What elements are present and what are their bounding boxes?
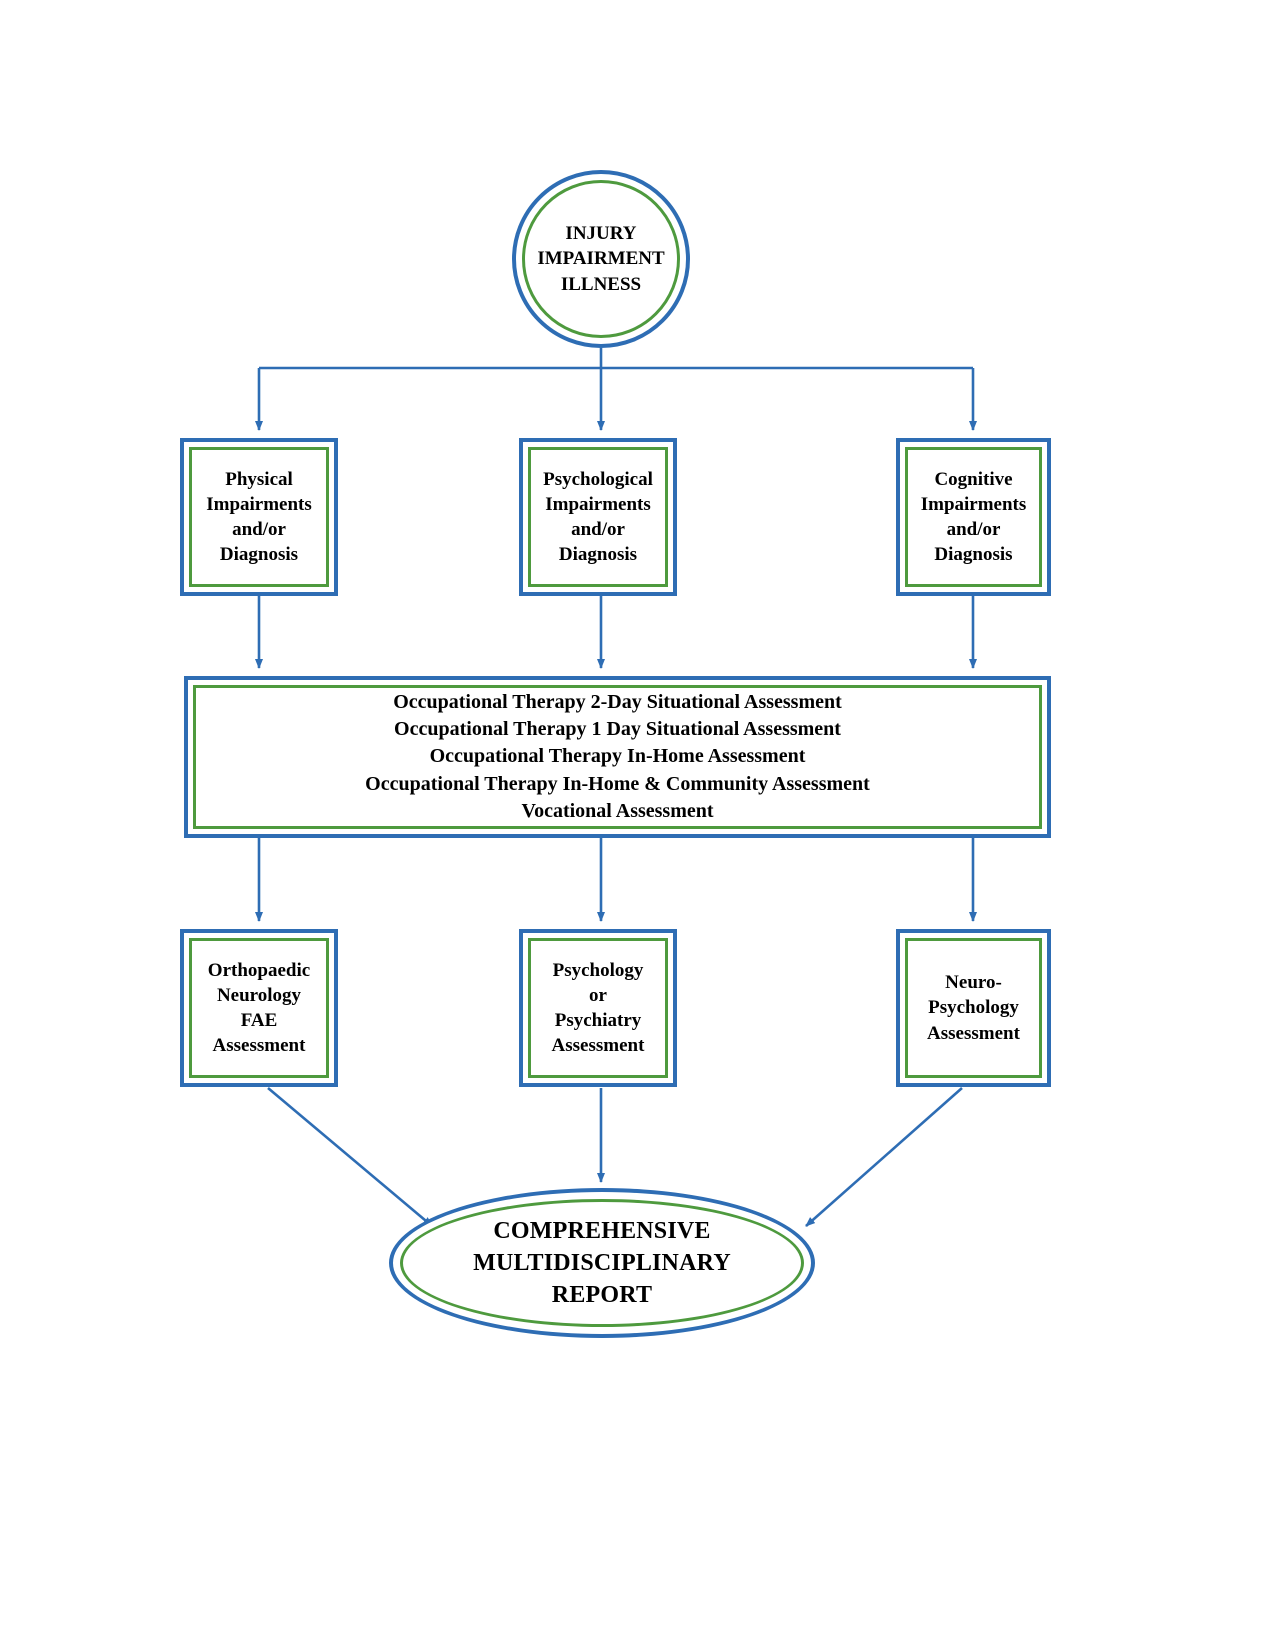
- node-neuro-line-2: Psychology: [928, 997, 1019, 1019]
- node-physical-line-1: Physical: [225, 468, 293, 490]
- assessment-line-3: Occupational Therapy In-Home Assessment: [429, 745, 806, 768]
- node-cognitive-line-3: and/or: [946, 519, 1001, 540]
- node-physical-line-4: Diagnosis: [219, 544, 299, 566]
- node-psychology-inner-border: [528, 938, 668, 1078]
- node-injury-label: [537, 221, 664, 297]
- node-physical-inner-border: [189, 447, 329, 587]
- node-neuro-inner-border: [905, 938, 1042, 1078]
- node-physical-line-3: and/or: [232, 519, 286, 540]
- node-cognitive-impairments: [896, 438, 1051, 596]
- node-cognitive-label: [921, 467, 1027, 567]
- node-orthopaedic-line-2: Neurology: [216, 984, 302, 1006]
- node-psychological-impairments: [519, 438, 677, 596]
- node-neuro-psychology-assessment: [896, 929, 1051, 1087]
- assessment-line-4: Occupational Therapy In-Home & Community Assessment: [365, 772, 870, 795]
- node-psychology-psychiatry: [519, 929, 677, 1087]
- node-cognitive-line-4: Diagnosis: [934, 544, 1013, 566]
- node-orthopaedic-neurology-fae: [180, 929, 338, 1087]
- node-psychological-line-1: Psychological: [543, 468, 653, 490]
- node-neuro-line-1: Neuro-: [945, 972, 1002, 994]
- node-report-label: [473, 1215, 731, 1311]
- node-psychology-line-2: or: [589, 984, 607, 1006]
- node-injury-inner-border: [522, 180, 680, 338]
- node-neuro-label: [927, 970, 1020, 1045]
- node-assessment-label: [365, 689, 870, 826]
- node-cognitive-line-2: Impairments: [920, 493, 1027, 515]
- node-psychological-line-2: Impairments: [545, 493, 651, 515]
- node-psychological-label: [543, 467, 653, 567]
- assessment-line-2: Occupational Therapy 1 Day Situational Assessment: [394, 717, 841, 740]
- node-assessment-inner-border: [193, 685, 1042, 829]
- node-orthopaedic-line-3: FAE: [240, 1010, 278, 1031]
- node-report-line-3: REPORT: [551, 1282, 653, 1309]
- node-report-inner-border: [400, 1199, 804, 1327]
- node-injury-line-1: INJURY: [565, 222, 637, 244]
- node-injury-impairment-illness: [512, 170, 690, 348]
- node-psychology-line-1: Psychology: [552, 959, 644, 981]
- node-psychology-line-4: Assessment: [551, 1035, 645, 1057]
- node-psychological-line-3: and/or: [571, 519, 625, 540]
- node-psychological-inner-border: [528, 447, 668, 587]
- node-orthopaedic-inner-border: [189, 938, 329, 1078]
- assessment-line-1: Occupational Therapy 2-Day Situational Assessment: [393, 690, 842, 713]
- node-psychological-line-4: Diagnosis: [558, 544, 638, 566]
- node-physical-impairments: [180, 438, 338, 596]
- node-cognitive-line-1: Cognitive: [934, 468, 1013, 490]
- assessment-line-5: Vocational Assessment: [521, 800, 714, 823]
- node-assessment-options: [184, 676, 1051, 838]
- node-comprehensive-multidisciplinary-report: [389, 1188, 815, 1338]
- node-cognitive-inner-border: [905, 447, 1042, 587]
- node-report-line-2: MULTIDISCIPLINARY: [473, 1249, 731, 1276]
- node-physical-line-2: Impairments: [206, 493, 312, 515]
- node-injury-line-2: IMPAIRMENT: [537, 248, 665, 270]
- node-orthopaedic-line-4: Assessment: [212, 1035, 306, 1057]
- node-psychology-line-3: Psychiatry: [554, 1010, 642, 1031]
- node-neuro-line-3: Assessment: [927, 1022, 1020, 1044]
- node-injury-line-3: ILLNESS: [560, 273, 642, 295]
- node-orthopaedic-line-1: Orthopaedic: [207, 959, 311, 981]
- node-orthopaedic-label: [208, 958, 310, 1058]
- node-physical-label: [206, 467, 312, 567]
- node-psychology-label: [552, 958, 645, 1058]
- node-report-line-1: COMPREHENSIVE: [493, 1217, 711, 1244]
